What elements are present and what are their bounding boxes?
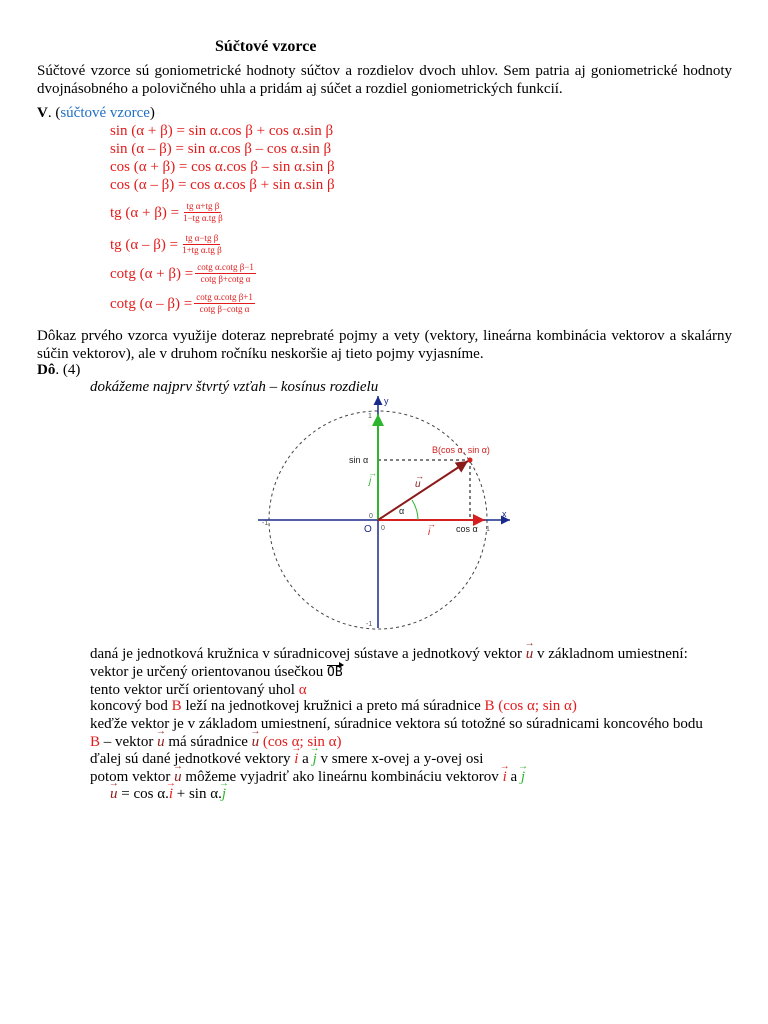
vector-u-label: u [415,479,421,490]
vector-u-symbol: → u [526,645,534,663]
vector-i-label: i [428,527,431,538]
body-line-8-text-b: môžeme vyjadriť ako lineárnu kombináciu vektorov [181,769,503,785]
formula-cotg-plus [110,263,256,286]
body-line-5: keďže vektor je v základom umiestnení, súradnice vektora sú totožné so súradnicami koncového bodu [90,716,703,732]
point-b-symbol-2: B [90,734,101,750]
body-line-2 [90,663,343,682]
point-b-label: B(cos α, sin α) [432,445,490,455]
vector-u-label-arrow: → [415,471,424,481]
vector-u-symbol-3: → u [252,733,260,751]
body-line-8-text-a: potom vektor [90,769,175,785]
body-line-1-text-a: daná je jednotková kružnica v súradnicovej sústave a jednotkový vektor [90,646,526,662]
section-v-label: V [37,105,48,121]
tg-minus-numerator: tg α−tg β [185,233,219,243]
body-line-6-text-b: – vektor [100,734,158,750]
cotg-minus-lhs: cotg (α – β) = [110,295,193,312]
formula-sin-minus: sin (α – β) = sin α.cos β – cos α.sin β [110,141,332,157]
vector-i-label-arrow: → [427,519,436,529]
vector-u-coordinates: (cos α; sin α) [259,734,342,750]
proof-label [37,361,80,379]
tg-plus-denominator: 1−tg α.tg β [183,213,223,223]
sin-alpha-label: sin α [349,455,369,465]
cotg-minus-numerator: cotg α.cotg β+1 [196,292,253,302]
tick-minus-one-bottom: -1 [366,621,373,628]
vector-i-symbol: → i [294,750,298,768]
tg-minus-denominator: 1+tg α.tg β [182,245,222,255]
cotg-plus-lhs: cotg (α + β) = [110,265,194,282]
body-line-2-text: vektor je určený orientovanou úsečkou [90,664,328,680]
sum-formulas-link[interactable]: súčtové vzorce [60,105,150,121]
point-b-symbol: B [171,698,182,714]
origin-zero-a: 0 [369,513,373,520]
body-line-9-text-a: = cos α. [117,786,169,802]
vector-u-symbol-4: → u [174,768,182,786]
body-line-6-text-c: má súradnice [164,734,252,750]
vector-i-symbol-2: → i [503,768,507,786]
angle-alpha-arc [412,500,418,520]
cos-alpha-label: cos α [456,524,478,534]
cotg-plus-numerator: cotg α.cotg β−1 [197,262,254,272]
body-line-1-text-b: v základnom umiestnení: [533,646,688,662]
origin-label: O [364,524,372,535]
formula-cos-plus: cos (α + β) = cos α.cos β – sin α.sin β [110,159,335,175]
vector-u-arrow [378,461,468,520]
vector-j-symbol: → j [313,750,317,768]
unit-circle-figure [0,390,768,650]
angle-alpha-symbol: α [298,682,307,698]
cotg-minus-fraction [194,292,255,315]
tg-plus-numerator: tg α+tg β [186,201,220,211]
intro-paragraph: Súčtové vzorce sú goniometrické hodnoty súčtov a rozdielov dvoch uhlov. Sem patria aj goniometrické hodnoty dvojnásobného a polovičného uhla a pridám aj súčet a rozdiel goniometrických funkcií. [37,63,732,97]
vector-i-symbol-3: → i [169,785,173,803]
tg-plus-lhs: tg (α + β) = [110,204,180,221]
body-line-7-text-b: a [298,751,313,767]
formula-tg-minus [110,234,224,257]
section-v-close: ) [149,105,155,121]
tg-minus-lhs: tg (α – β) = [110,236,179,253]
body-line-9 [110,785,226,803]
body-line-4-text-c: leží na jednotkovej kružnici a preto má súradnice [181,698,485,714]
section-v-line [37,104,155,122]
proof-label-rest: . (4) [55,362,81,378]
body-line-4 [90,697,577,715]
page-title: Súčtové vzorce [215,38,317,55]
tick-minus-one-left: -1 [262,520,269,527]
cotg-plus-fraction [195,262,256,285]
proof-subtitle: dokážeme najprv štvrtý vzťah – kosínus rozdielu [90,379,379,395]
body-line-1 [90,645,688,663]
body-line-4-text-a: koncový bod [90,698,172,714]
y-axis-label: y [384,396,389,406]
formula-cotg-minus [110,293,255,316]
tg-minus-fraction [180,233,224,256]
origin-zero-b: 0 [381,525,385,532]
body-line-7 [90,750,483,768]
section-v-dot: . ( [47,105,61,121]
vector-u-symbol-5: → u [110,785,118,803]
tick-one-top: 1 [368,413,372,420]
point-b [468,458,473,463]
body-line-3-text: tento vektor určí orientovaný uhol [90,682,299,698]
tick-one-right: 1 [486,526,490,533]
proof-intro-paragraph: Dôkaz prvého vzorca využije doteraz neprebraté pojmy a vety (vektory, lineárna kombinácia vektorov a skalárny súčin vektorov), ale v druhom ročníku neskoršie aj tieto pojmy vyjasníme. [37,328,732,362]
alpha-label: α [399,506,405,516]
point-b-coordinates: B (cos α; sin α) [484,698,577,714]
x-axis-label: x [502,509,507,519]
body-line-9-text-b: + sin α. [173,786,222,802]
segment-ob: OB [327,665,343,680]
cotg-minus-denominator: cotg β−cotg α [199,304,250,314]
body-line-6 [90,733,342,751]
vector-j-label: j [369,476,372,487]
body-line-8 [90,768,525,786]
formula-sin-plus: sin (α + β) = sin α.cos β + cos α.sin β [110,123,334,139]
tg-plus-fraction [181,201,225,224]
vector-j-label-arrow: → [368,468,377,478]
body-line-8-text-c: a [506,769,521,785]
body-line-7-text-c: v smere x-ovej a y-ovej osi [316,751,484,767]
vector-j-symbol-3: → j [222,785,226,803]
formula-tg-plus [110,202,225,225]
vector-u-symbol-2: → u [157,733,165,751]
cotg-plus-denominator: cotg β+cotg α [200,274,251,284]
vector-j-symbol-2: → j [521,768,525,786]
body-line-7-text-a: ďalej sú dané jednotkové vektory [90,751,295,767]
proof-label-bold: Dô [37,362,56,378]
formula-cos-minus: cos (α – β) = cos α.cos β + sin α.sin β [110,177,335,193]
